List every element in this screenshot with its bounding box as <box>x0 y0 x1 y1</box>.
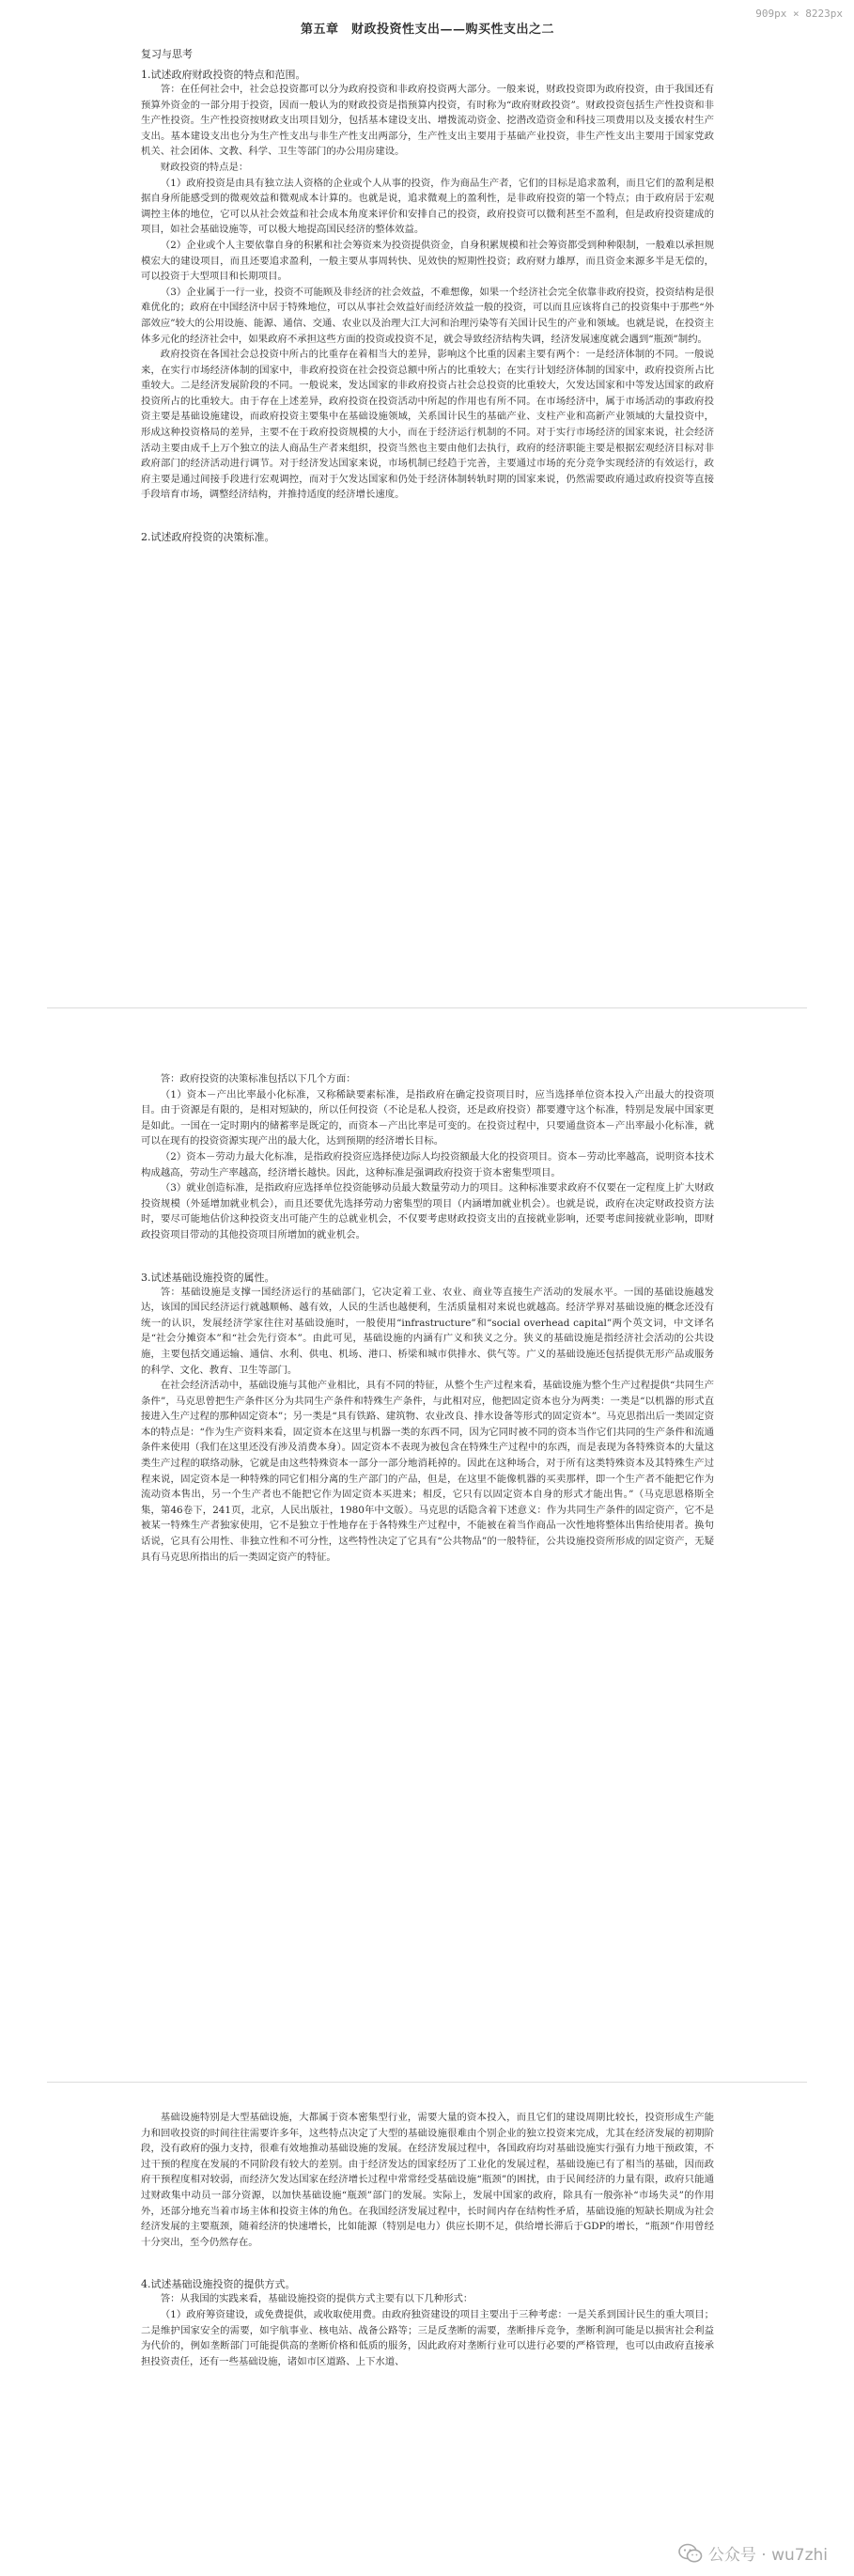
page-divider <box>47 2082 807 2083</box>
answer-paragraph: 政府投资在各国社会总投资中所占的比重存在着相当大的差异，影响这个比重的因素主要有两个：一是经济体制的不同。一般说来，在实行市场经济体制的国家中，非政府投资在社会投资总额中所占的比重较大；在实行计划经济体制的国家中，政府投资所占比重较大。二是经济发展阶段的不同。一般说来，发达国家的非政府投资占社会总投资的比重较大，欠发达国家和中等发达国家的政府投资所占的比重较大。由于存在上述差异，政府投资在投资活动中所起的作用也有所不同。在市场经济中，属于市场活动的事政府投资主要是基础设施建设，而政府投资主要集中在基础设施领域，关系国计民生的基础产业、支柱产业和高新产业领域的大量投资中，形成这种投资格局的差异，主要不在于政府投资规模的大小，而在于经济运行机制的不同。对于实行市场经济的国家来说，社会经济活动主要由成千上万个独立的法人商品生产者来组织，投资当然也主要由他们去执行，政府的经济职能主要是根据宏观经济目标对非政府部门的经济活动进行调节。对于经济发达国家来说，市场机制已经趋于完善，主要通过市场的充分竞争实现经济的有效运行，政府主要是通过间接手段进行宏观调控，而对于欠发达国家和仍处于经济体制转轨时期的国家来说，仍然需要政府通过政府投资等直接手段培育市场，调整经济结构，并推持适度的经济增长速度。 <box>141 349 714 501</box>
watermark-text: 公众号 · wu7zhi <box>707 2546 828 2565</box>
answer-paragraph: 在社会经济活动中，基础设施与其他产业相比，具有不同的特征，从整个生产过程来看，基础设施为整个生产过程提供“共同生产条件”，马克思曾把生产条件区分为共同生产条件和特殊生产条件，与此相对应，他把固定资本也分为两类：一类是“以机器的形式直接进入生产过程的那种固定资本”；另一类是“具有铁路、建筑物、农业改良、排水设备等形式的固定资本”。马克思指出后一类固定资本的特点是：“作为生产资料来看，固定资本在这里与机器一类的东西不同，因为它同时被不同的资本当作它们共同的生产条件和流通条件来使用（我们在这里还没有涉及消费本身）。固定资本不表现为被包含在特殊生产过程中的东西，而是表现为各特殊资本的大量这类生产过程的联络动脉，它就是由这些特殊资本一部分一部分地消耗掉的。因此在这种场合，对于所有这类特殊资本及其特殊生产过程来说，固定资本是一种特殊的同它们相分离的生产部门的产品，但是，在这里不能像机器的买卖那样，即一个生产者不能把它作为流动资本售出，另一个生产者也不能把它作为固定资本买进来；相反，它只有以固定资本自身的形式才能出售。”（马克思恩格斯全集，第46卷下，241页，北京，人民出版社，1980年中文版）。马克思的话隐含着下述意义：作为共同生产条件的固定资产，它不是被某一特殊生产者独家使用，它不是独立于性地存在于各特殊生产过程中，不能被在着当作商品一次性地将整体出售给使用者。换句话说，它具有公用性、非独立性和不可分性，这些特性决定了它具有“公共物品”的一般特征，公共设施投资所形成的固定资产，无疑具有马克思所指出的后一类固定资产的特征。 <box>141 1380 714 1563</box>
answer-paragraph: （3）就业创造标准，是指政府应选择单位投资能够动员最大数量劳动力的项目。这种标准要求政府不仅要在一定程度上扩大财政投资规模（外延增加就业机会），而且还要优先选择劳动力密集型的项目（内涵增加就业机会）。也就是说，政府在决定财政投资方法时，要尽可能地估价这种投资支出可能产生的总就业机会，不仅要考虑财政投资支出的直接就业影响，还要考虑间接就业影响，即财政投资项目带动的其他投资项目所增加的就业机会。 <box>141 1182 714 1241</box>
question-2-title: 2.试述政府投资的决策标准。 <box>141 531 275 544</box>
answer-paragraph: 答：在任何社会中，社会总投资都可以分为政府投资和非政府投资两大部分。一般来说，财政投资即为政府投资，由于我国还有预算外资金的一部分用于投资，因而一般认为的财政投资是指预算内投资，有时称为“政府财政投资”。财政投资包括生产性投资和非生产性投资。生产性投资按财政支出项目划分，包括基本建设支出、增拨流动资金、挖潜改造资金和科技三项费用以及支援农村生产支出。基本建设支出也分为生产性支出与非生产性支出两部分，生产性支出主要用于基础产业投资，非生产性支出主要用于国家党政机关、社会团体、文教、科学、卫生等部门的办公用房建设。 <box>141 84 714 158</box>
answer-paragraph: 答：从我国的实践来看，基础设施投资的提供方式主要有以下几种形式： <box>160 2293 474 2305</box>
wechat-icon <box>678 2543 703 2564</box>
answer-paragraph: 财政投资的特点是： <box>160 161 249 173</box>
question-3-title: 3.试述基础设施投资的属性。 <box>141 1271 275 1284</box>
watermark <box>678 2541 828 2565</box>
chapter-title: 第五章 财政投资性支出——购买性支出之二 <box>300 23 554 37</box>
document-page-2 <box>141 1071 714 2030</box>
image-size-label: 909px × 8223px <box>755 8 843 20</box>
answer-paragraph: 基础设施特别是大型基础设施，大都属于资本密集型行业，需要大量的资本投入，而且它们的建设周期比较长，投资形成生产能力和回收投资的时间往往需要许多年，这些特点决定了大型的基础设施很难由个别企业的独立投资来完成，尤其在经济发展的初期阶段，没有政府的强力支持，很难有效地推动基础设施的发展。在经济发展过程中，各国政府均对基础设施实行强有力地干预政策，不过干预的程度在发展的不同阶段有较大的差别。由于经济发达的国家经历了工业化的发展过程，基础设施已有了相当的基础，因而政府干预程度相对较弱，而经济欠发达国家在经济增长过程中常常经受基础设施“瓶颈”的困扰，由于民间经济的力量有限，政府只能通过财政集中动员一部分资源，以加快基础设施“瓶颈”部门的发展。实际上，发展中国家的政府，除具有一般弥补“市场失灵”的作用外，还部分地充当着市场主体和投资主体的角色。在我国经济发展过程中，长时间内存在结构性矛盾，基础设施的短缺长期成为社会经济发展的主要瓶颈，随着经济的快速增长，比如能源（特别是电力）供应长期不足，供给增长滞后于GDP的增长，“瓶颈”作用曾经十分突出，至今仍然存在。 <box>141 2112 714 2248</box>
answer-paragraph: 答：政府投资的决策标准包括以下几个方面： <box>160 1073 356 1085</box>
answer-paragraph: （2）企业或个人主要依靠自身的积累和社会筹资来为投资提供资金，自身积累规模和社会筹资都受到种种限制，一般难以承担规模宏大的建设项目，而且还要追求盈利，一般主要从事周转快、见效快的短期性投资；政府财力雄厚，而且资金来源多半是无偿的，可以投资于大型项目和长期项目。 <box>141 239 714 283</box>
answer-paragraph: （1）政府筹资建设，或免费提供，或收取使用费。由政府独资建设的项目主要出于三种考虑：一是关系到国计民生的重大项目；二是维护国家安全的需要，如宇航事业、核电站、战备公路等；三是反垄断的需要，垄断排斥竞争，垄断利润可能是以损害社会利益为代价的，例如垄断部门可能提供高的垄断价格和低质的服务，因此政府对垄断行业可以进行必要的严格管理，也可以由政府直接承担投资责任，还有一些基础设施，诸如市区道路、上下水道、 <box>141 2308 714 2367</box>
page-divider <box>47 1007 807 1008</box>
answer-paragraph: （1）政府投资是由具有独立法人资格的企业或个人从事的投资，作为商品生产者，它们的目标是追求盈利，而且它们的盈利是根据自身所能感受到的微观效益和微观成本计算的。也就是说，追求微观上的盈利性，是非政府投资的第一个特点；由于政府居于宏观调控主体的地位，它可以从社会效益和社会成本角度来评价和安排自己的投资，政府投资可以微利甚至不盈利，但是政府投资建成的项目，如社会基础设施等，可以极大地提高国民经济的整体效益。 <box>141 177 714 236</box>
question-1-title: 1.试述政府财政投资的特点和范围。 <box>141 69 306 81</box>
document-page-3 <box>141 2110 714 2576</box>
section-label: 复习与思考 <box>141 48 193 60</box>
answer-paragraph: （2）资本－劳动力最大化标准，是指政府投资应选择使边际人均投资额最大化的投资项目。资本－劳动比率越高，说明资本技术构成越高，劳动生产率越高，经济增长越快。因此，这种标准是强调政府投资于资本密集型项目。 <box>141 1150 714 1179</box>
document-page-1 <box>141 19 714 991</box>
answer-paragraph: （1）资本－产出比率最小化标准，又称稀缺要素标准，是指政府在确定投资项目时，应当选择单位资本投入产出最大的投资项目。由于资源是有限的，是相对短缺的，所以任何投资（不论是私人投资，还是政府投资）都要遵守这个标准，特别是发展中国家更是如此。一国在一定时期内的储蓄率是既定的，而资本－产出比率是可变的。在投资过程中，只要通盘资本－产出率最小化标准，就可以在现有的投资资源实现产出的最大化，达到预期的经济增长目标。 <box>141 1088 714 1147</box>
answer-paragraph: 答：基础设施是支撑一国经济运行的基础部门，它决定着工业、农业、商业等直接生产活动的发展水平。一国的基础设施越发达，该国的国民经济运行就越顺畅、越有效，人民的生活也越便利，生活质量相对来说也就越高。经济学界对基础设施的概念还没有统一的认识，发展经济学家往往对基础设施时，一般使用“infrastructure”和“social overhead capital”两个英文词，中文译名是“社会分摊资本”和“社会先行资本”。由此可见，基础设施的内涵有广义和狭义之分。狭义的基础设施是指经济社会活动的公共设施，主要包括交通运输、通信、水利、供电、机场、港口、桥梁和城市供排水、供气等。广义的基础设施还包括提供无形产品或服务的科学、文化、教育、卫生等部门。 <box>141 1286 714 1376</box>
answer-paragraph: （3）企业属于一行一业，投资不可能顾及非经济的社会效益，不难想像，如果一个经济社会完全依靠非政府投资，投资结构是很难优化的；政府在中国经济中居于特殊地位，可以从事社会效益好而经济效益一般的投资，可以而且应该将自己的投资集中于那些“外部效应”较大的公用设施、能源、通信、交通、农业以及治理大江大河和治理污染等有关国计民生的产业和领域。也就是说，在投资主体多元化的经济社会中，如果政府不承担这些方面的投资或投资不足，就会导致经济结构失调，经济发展速度就会遇到“瓶颈”制约。 <box>141 286 714 345</box>
question-4-title: 4.试述基础设施投资的提供方式。 <box>141 2278 296 2291</box>
